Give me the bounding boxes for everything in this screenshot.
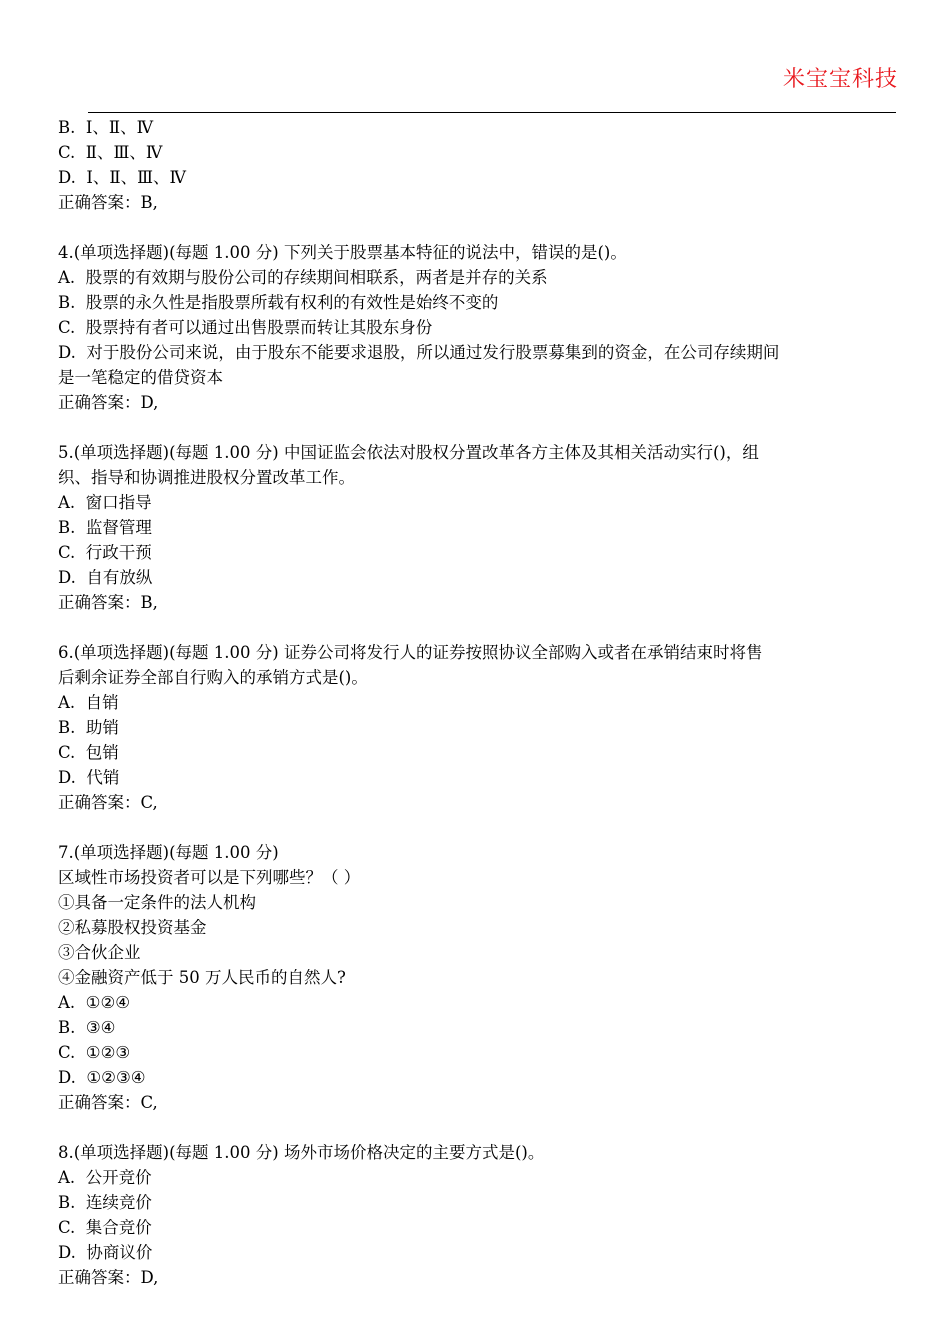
question-text-line: ②私募股权投资基金	[58, 918, 207, 937]
correct-answer: 正确答案：B,	[58, 593, 158, 612]
question-text-line: 织、指导和协调推进股权分置改革工作。	[58, 468, 355, 487]
block-spacer	[58, 415, 898, 440]
answer-option: B. 助销	[58, 718, 119, 737]
question-text-line: 区域性市场投资者可以是下列哪些？（ ）	[58, 868, 361, 887]
answer-option: D. Ⅰ、Ⅱ、Ⅲ、Ⅳ	[58, 168, 187, 187]
question-block	[58, 1140, 898, 1290]
block-spacer	[58, 815, 898, 840]
question-text-line: 是一笔稳定的借贷资本	[58, 368, 223, 387]
answer-option: B. ③④	[58, 1018, 116, 1037]
brand-logo-text: 米宝宝科技	[782, 67, 898, 92]
answer-option: B. 连续竞价	[58, 1193, 152, 1212]
question-text-line: ③合伙企业	[58, 943, 141, 962]
answer-option: D. 代销	[58, 768, 120, 787]
block-spacer	[58, 1115, 898, 1140]
question-block	[58, 440, 898, 615]
answer-option: C. Ⅱ、Ⅲ、Ⅳ	[58, 143, 163, 162]
answer-option: D. 协商议价	[58, 1243, 153, 1262]
correct-answer: 正确答案：B,	[58, 193, 158, 212]
answer-option: B. 监督管理	[58, 518, 152, 537]
answer-option: D. 对于股份公司来说，由于股东不能要求退股，所以通过发行股票募集到的资金，在公司存续期间	[58, 343, 780, 362]
answer-option: A. 公开竞价	[58, 1168, 152, 1187]
question-text-line: ④金融资产低于 50 万人民币的自然人?	[58, 968, 346, 987]
question-stem: 5.(单项选择题)(每题 1.00 分) 中国证监会依法对股权分置改革各方主体及其相关活动实行()，组	[58, 443, 759, 462]
answer-option: A. 股票的有效期与股份公司的存续期间相联系，两者是并存的关系	[58, 268, 548, 287]
answer-option: D. ①②③④	[58, 1068, 146, 1087]
answer-option: B. Ⅰ、Ⅱ、Ⅳ	[58, 118, 154, 137]
correct-answer: 正确答案：C,	[58, 793, 158, 812]
question-stem: 8.(单项选择题)(每题 1.00 分) 场外市场价格决定的主要方式是()。	[58, 1143, 545, 1162]
question-stem: 4.(单项选择题)(每题 1.00 分) 下列关于股票基本特征的说法中，错误的是()。	[58, 243, 627, 262]
block-spacer	[58, 615, 898, 640]
question-stem: 6.(单项选择题)(每题 1.00 分) 证券公司将发行人的证券按照协议全部购入或者在承销结束时将售	[58, 643, 763, 662]
correct-answer: 正确答案：D,	[58, 393, 159, 412]
answer-option: C. 行政干预	[58, 543, 152, 562]
answer-option: C. 集合竞价	[58, 1218, 152, 1237]
question-block	[58, 640, 898, 815]
answer-option: C. ①②③	[58, 1043, 131, 1062]
answer-option: A. 窗口指导	[58, 493, 152, 512]
header-rule	[88, 112, 896, 113]
question-text-line: ①具备一定条件的法人机构	[58, 893, 256, 912]
question-block	[58, 240, 898, 415]
correct-answer: 正确答案：C,	[58, 1093, 158, 1112]
answer-option: C. 包销	[58, 743, 119, 762]
answer-option: A. ①②④	[58, 993, 131, 1012]
answer-option: D. 自有放纵	[58, 568, 153, 587]
question-text-line: 后剩余证券全部自行购入的承销方式是()。	[58, 668, 368, 687]
correct-answer: 正确答案：D,	[58, 1268, 159, 1287]
question-stem: 7.(单项选择题)(每题 1.00 分)	[58, 843, 279, 862]
block-spacer	[58, 215, 898, 240]
answer-option: C. 股票持有者可以通过出售股票而转让其股东身份	[58, 318, 433, 337]
document-body	[58, 115, 898, 1290]
answer-option: A. 自销	[58, 693, 119, 712]
question-block-continued	[58, 115, 898, 215]
question-block	[58, 840, 898, 1115]
answer-option: B. 股票的永久性是指股票所载有权利的有效性是始终不变的	[58, 293, 499, 312]
